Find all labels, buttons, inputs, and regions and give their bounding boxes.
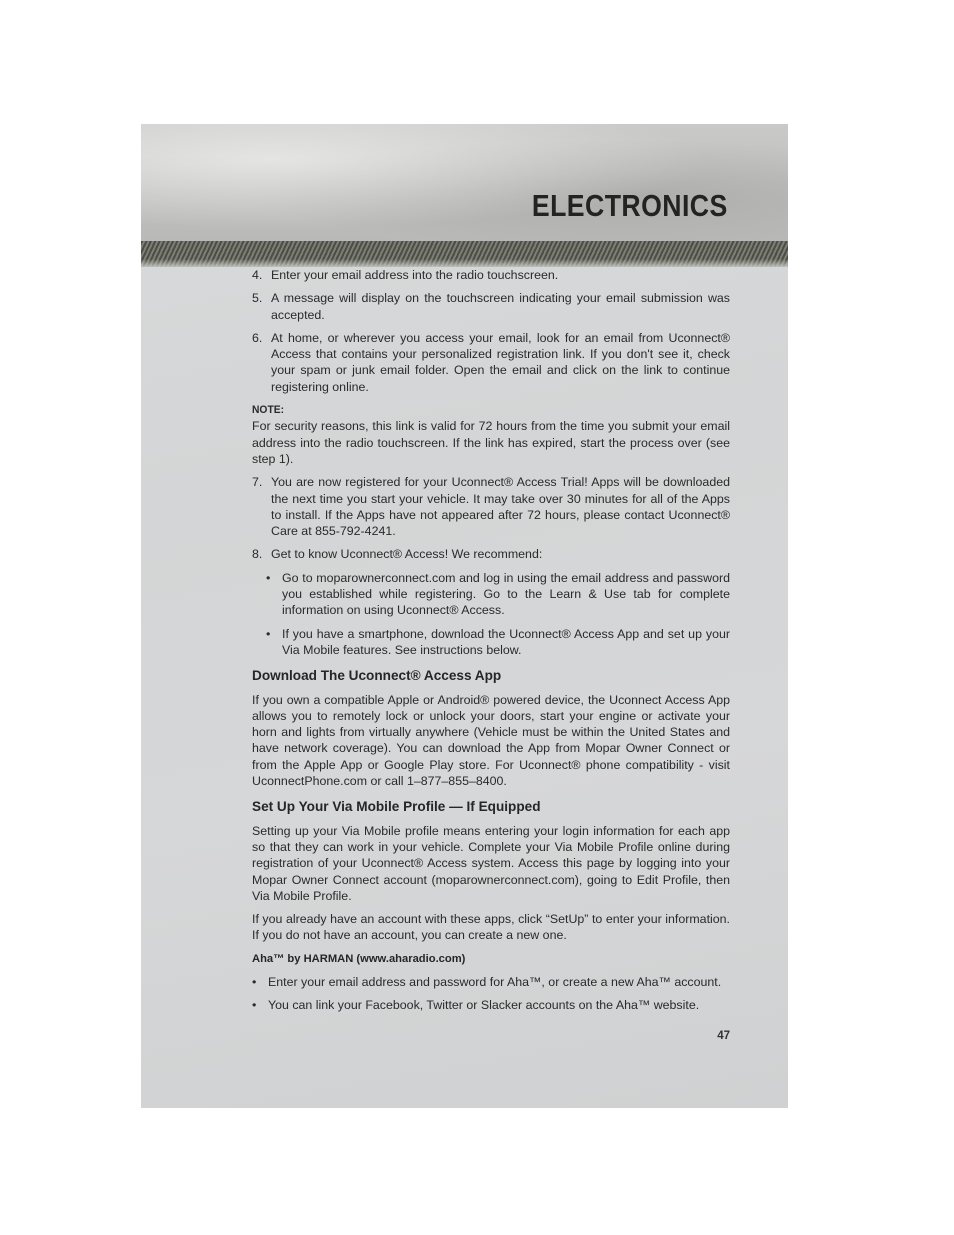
download-body: If you own a compatible Apple or Android® powered device, the Uconnect Access App allows you to remotely lock or unlock your doors, start your engine or activate your horn and lights from virtually anywhere (Vehicle must be within the United States and have network coverage). You can download the App from Mopar Owner Connect or from the Apple App or Google Play store. For Uconnect® phone compatibility - visit UconnectPhone.com or call 1–877–855–8400. [252, 692, 730, 789]
note-label: NOTE: [252, 404, 285, 417]
via-mobile-heading: Set Up Your Via Mobile Profile — If Equipped [252, 799, 541, 815]
list-item [252, 997, 730, 1013]
bullet-icon: • [252, 998, 257, 1013]
step-text: At home, or wherever you access your email, look for an email from Uconnect® Access that contains your personalized registration link. If you don't see it, check your spam or junk email folder. Open the email and click on the link to continue registering online. [271, 330, 730, 394]
via-mobile-para-1: Setting up your Via Mobile profile means entering your login information for each app so that they can work in your vehicle. Complete your Via Mobile Profile online during registration of your Uconnect® Access system. Access this page by logging into your Mopar Owner Connect account (moparownerconnect.com), going to Edit Profile, then Via Mobile Profile. [252, 823, 730, 903]
bullet-icon: • [252, 974, 257, 989]
section-title: ELECTRONICS [532, 188, 728, 223]
section-header [141, 124, 788, 241]
step-text: Get to know Uconnect® Access! We recommend: [271, 547, 543, 562]
bullet-text: Go to moparownerconnect.com and log in using the email address and password you established while registering. Go to the Learn & Use tab for complete information on using Uconnect® Access. [282, 570, 730, 618]
aha-heading: Aha™ by HARMAN (www.aharadio.com) [252, 952, 466, 965]
list-item [252, 570, 730, 619]
bullet-icon: • [266, 626, 271, 641]
list-item [252, 974, 730, 990]
list-item [252, 546, 730, 562]
bullet-text: You can link your Facebook, Twitter or Slacker accounts on the Aha™ website. [268, 998, 700, 1013]
page-number: 47 [717, 1030, 730, 1042]
bullet-text: If you have a smartphone, download the Uconnect® Access App and set up your Via Mobile features. See instructions below. [282, 626, 730, 657]
manual-page [141, 124, 788, 1108]
list-item [252, 626, 730, 659]
bullet-icon: • [266, 570, 271, 585]
list-item [252, 330, 730, 395]
page-content [252, 267, 730, 1021]
download-heading: Download The Uconnect® Access App [252, 668, 502, 684]
step-number: 6. [252, 330, 263, 345]
step-number: 5. [252, 291, 263, 306]
step-text: A message will display on the touchscreen indicating your email submission was accepted. [271, 291, 730, 322]
step-text: Enter your email address into the radio touchscreen. [271, 268, 559, 282]
bullet-text: Enter your email address and password for Aha™, or create a new Aha™ account. [268, 974, 722, 989]
step-number: 7. [252, 475, 263, 490]
list-item [252, 267, 730, 283]
header-stripe [141, 241, 788, 267]
step-text: You are now registered for your Uconnect® Access Trial! Apps will be downloaded the next time you start your vehicle. It may take over 30 minutes for all of the Apps to install. If the Apps have not appeared after 72 hours, please contact Uconnect® Care at 855-792-4241. [271, 475, 730, 539]
list-item [252, 474, 730, 539]
step-number: 8. [252, 547, 263, 562]
via-mobile-para-2: If you already have an account with these apps, click “SetUp” to enter your information. If you do not have an account, you can create a new one. [252, 912, 730, 943]
list-item [252, 290, 730, 323]
note-text: For security reasons, this link is valid for 72 hours from the time you submit your email address into the radio touchscreen. If the link has expired, start the process over (see step 1). [252, 419, 730, 466]
step-number: 4. [252, 268, 263, 282]
